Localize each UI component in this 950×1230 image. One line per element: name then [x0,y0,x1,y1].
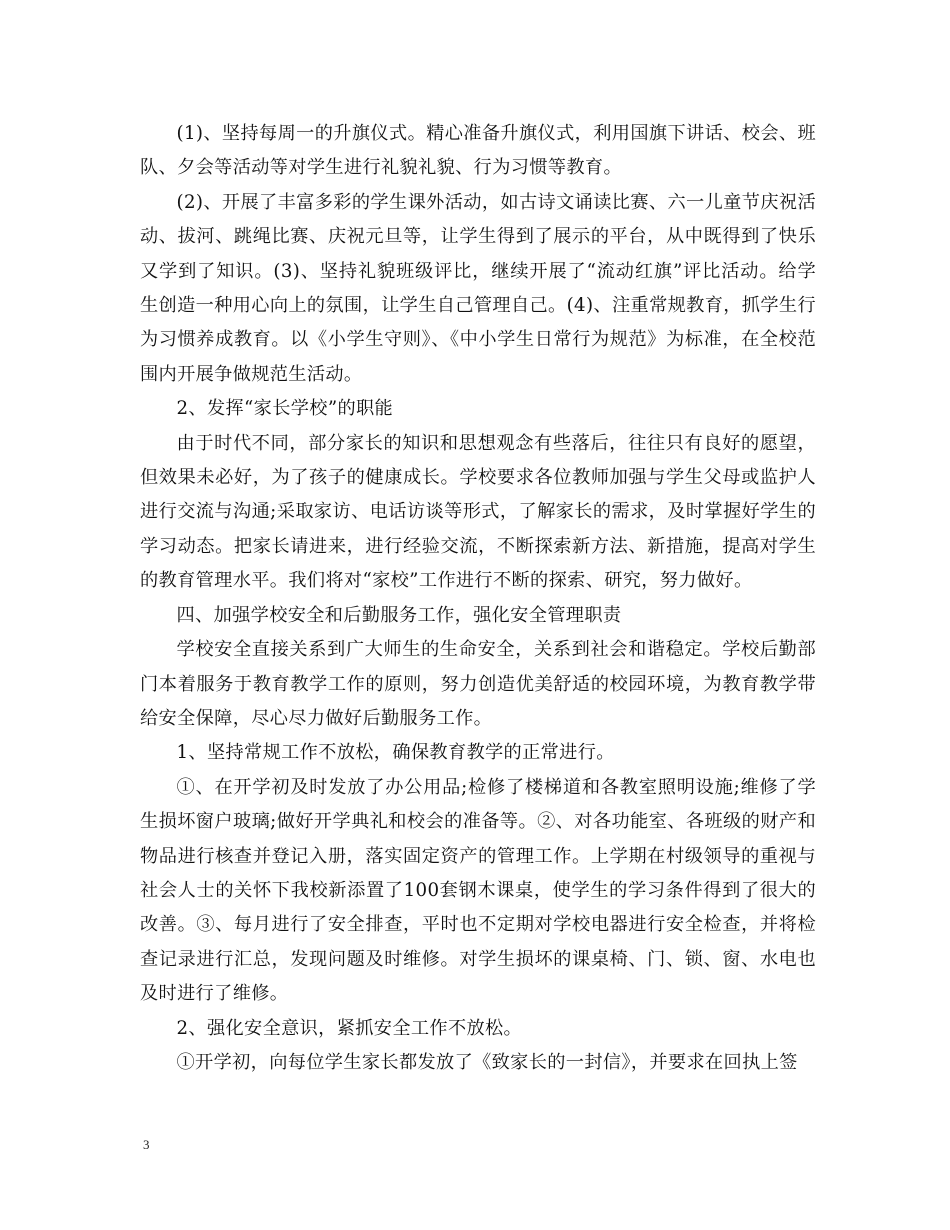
page-number: 3 [143,1137,150,1152]
paragraph-parent-school: 由于时代不同，部分家长的知识和思想观念有些落后，往往只有良好的愿望，但效果未必好，为了孩子的健康成长。学校要求各位教师加强与学生父母或监护人进行交流与沟通;采取家访、电话访谈等形式，了解家长的需求，及时掌握好学生的学习动态。把家长请进来，进行经验交流，不断探索新方法、新措施，提高对学生的教育管理水平。我们将对“家校”工作进行不断的探索、研究，努力做好。 [140,432,816,592]
paragraph-routine-work: ①、在开学初及时发放了办公用品;检修了楼梯道和各教室照明设施;维修了学生损坏窗户玻璃;做好开学典礼和校会的准备等。②、对各功能室、各班级的财产和物品进行核查并登记入册，落实固定资产的管理工作。上学期在村级领导的重视与社会人士的关怀下我校新添置了100套钢木课桌，使学生的学习条件得到了很大的改善。③、每月进行了安全排查，平时也不定期对学校电器进行安全检查，并将检查记录进行汇总，发现问题及时维修。对学生损坏的课桌椅、门、锁、窗、水电也及时进行了维修。 [140,776,816,1005]
paragraph-flag-ceremony: (1)、坚持每周一的升旗仪式。精心准备升旗仪式，利用国旗下讲话、校会、班队、夕会等活动等对学生进行礼貌礼貌、行为习惯等教育。 [140,123,816,179]
heading-routine-work: 1、坚持常规工作不放松，确保教育教学的正常进行。 [176,742,615,764]
paragraph-parent-letter: ①开学初，向每位学生家长都发放了《致家长的一封信》，并要求在回执上签 [176,1051,798,1073]
paragraph-extracurricular: (2)、开展了丰富多彩的学生课外活动，如古诗文诵读比赛、六一儿童节庆祝活动、拔河、跳绳比赛、庆祝元旦等，让学生得到了展示的平台，从中既得到了快乐又学到了知识。(3)、坚持礼貌班级评比，继续开展了“流动红旗”评比活动。给学生创造一种用心向上的氛围，让学生自己管理自己。(4)、注重常规教育，抓学生行为习惯养成教育。以《小学生守则》、《中小学生日常行为规范》为标准，在全校范围内开展争做规范生活动。 [140,191,816,385]
paragraph-safety-logistics: 学校安全直接关系到广大师生的生命安全，关系到社会和谐稳定。学校后勤部门本着服务于教育教学工作的原则，努力创造优美舒适的校园环境，为教育教学带给安全保障，尽心尽力做好后勤服务工作。 [140,639,816,729]
document-body [140,117,816,1080]
heading-safety-awareness: 2、强化安全意识，紧抓安全工作不放松。 [176,1017,523,1039]
heading-safety-logistics: 四、加强学校安全和后勤服务工作，强化安全管理职责 [176,604,622,626]
heading-parent-school: 2、发挥“家长学校”的职能 [176,398,394,420]
